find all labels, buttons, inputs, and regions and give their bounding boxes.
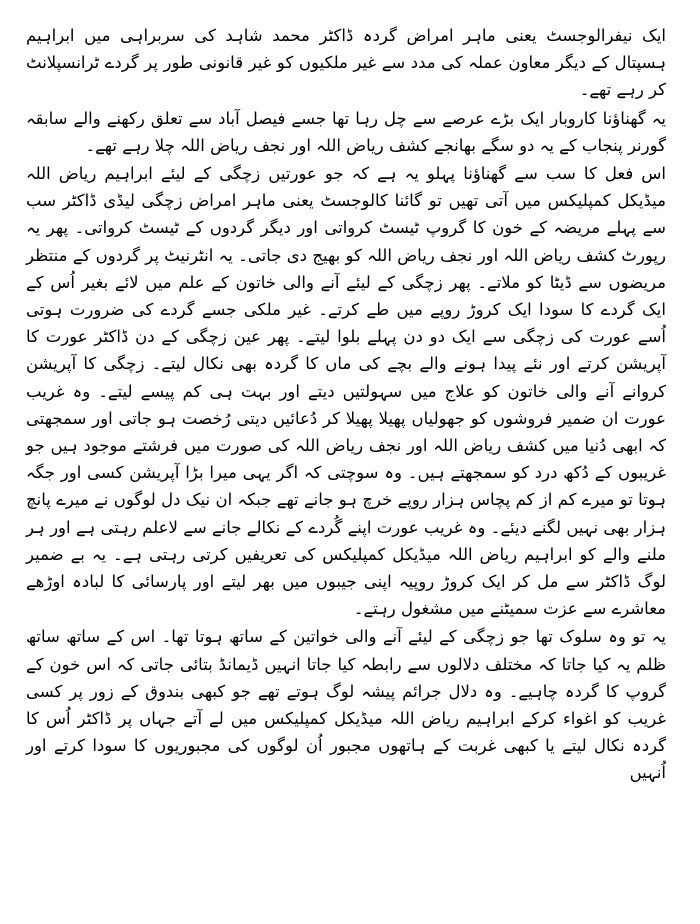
paragraph-4: یہ تو وہ سلوک تھا جو زچگی کے لیئے آنے والی خواتین کے ساتھ ہوتا تھا۔ اس کے ساتھ ساتھ ظلم یہ کیا جاتا کہ مختلف دلالوں سے رابطہ کیا جاتا انہیں ڈیمانڈ بتائی جاتی کہ اس خون کے گروپ کا گردہ چاہیے۔ وہ دلال جرائم پیشہ لوگ ہوتے تھے جو کبھی بندوق کے زور پر کسی غریب کو اغواء کرکے ابراہیم ریاض اللہ میڈیکل کمپلیکس میں لے آتے جہاں پر ڈاکٹر اُس کا گردہ نکال لیتے یا کبھی غربت کے ہاتھوں مجبور اُن لوگوں کی مجبوریوں کا سودا کرتے اور اُنہیں <box>26 627 666 783</box>
paragraph-2: یہ گھناؤنا کاروبار ایک بڑے عرصے سے چل رہا تھا جسے فیصل آباد سے تعلق رکھنے والے سابقہ گورنر پنجاب کے یہ دو سگے بھانجے کشف ریاض اللہ اور نجف ریاض اللہ چلا رہے تھے۔ <box>26 108 666 155</box>
paragraph-1: ایک نیفرالوجسٹ یعنی ماہر امراض گردہ ڈاکٹر محمد شاہد کی سربراہی میں ابراہیم ہسپتال کے دیگر معاون عملہ کی مدد سے غیر ملکیوں کو غیر قانونی طور پر گردے ٹرانسپلانٹ کر رہے تھے۔ <box>26 26 666 100</box>
paragraph-3: اس فعل کا سب سے گھناؤنا پہلو یہ ہے کہ جو عورتیں زچگی کے لیئے ابراہیم ریاض اللہ میڈیکل کمپلیکس میں آتی تھیں تو گائنا کالوجسٹ یعنی ماہر امراض زچگی لیڈی ڈاکٹر سب سے پہلے مریضہ کے خون کا گروپ ٹیسٹ کرواتی اور دیگر گردوں کے ٹیسٹ کرواتی۔ پھر یہ رپورٹ کشف ریاض اللہ اور نجف ریاض اللہ کو بھیج دی جاتی۔ یہ انٹرنیٹ پر گردوں کے منتظر مریضوں سے ڈیٹا کو ملاتے۔ پھر زچگی کے لیئے آنے والی خاتون کے علم میں لائے بغیر اُس کے ایک گردے کا سودا ایک کروڑ روپے میں طے کرتے۔ غیر ملکی جسے گردے کی ضرورت ہوتی اُسے عورت کی زچگی سے ایک دو دن پہلے بلوا لیتے۔ پھر عین زچگی کے دن ڈاکٹر عورت کا آپریشن کرتے اور نئے پیدا ہونے والے بچے کی ماں کا گردہ بھی نکال لیتے۔ زچگی کا آپریشن کروانے آنے والی خاتون کو علاج میں سہولتیں دیتے اور بہت ہی کم پیسے لیتے۔ وہ غریب عورت ان ضمیر فروشوں کو جھولیاں پھیلا پھیلا کر دُعائیں دیتی رُخصت ہو جاتی اور سمجھتی کہ ابھی دُنیا میں کشف ریاض اللہ اور نجف ریاض اللہ کی صورت میں فرشتے موجود ہیں جو غریبوں کے دُکھ درد کو سمجھتے ہیں۔ وہ سوچتی کہ اگر یہی میرا بڑا آپریشن کسی اور جگہ ہوتا تو میرے کم از کم پچاس ہزار روپے خرچ ہو جانے تھے جبکہ ان نیک دل لوگوں نے میرے پانچ ہزار بھی نہیں لگنے دیئے۔ وہ غریب عورت اپنے گُردے کے نکالے جانے سے لاعلم رہتی ہے اور ہر ملنے والے کو ابراہیم ریاض اللہ میڈیکل کمپلیکس کی تعریفیں کرتی رہتی ہے۔ یہ بے ضمیر لوگ ڈاکٹر سے مل کر ایک کروڑ روپیہ اپنی جیبوں میں بھر لیتے اور پارسائی کا لبادہ اوڑھے معاشرے سے عزت سمیٹنے میں مشغول رہتے۔ <box>26 164 666 619</box>
